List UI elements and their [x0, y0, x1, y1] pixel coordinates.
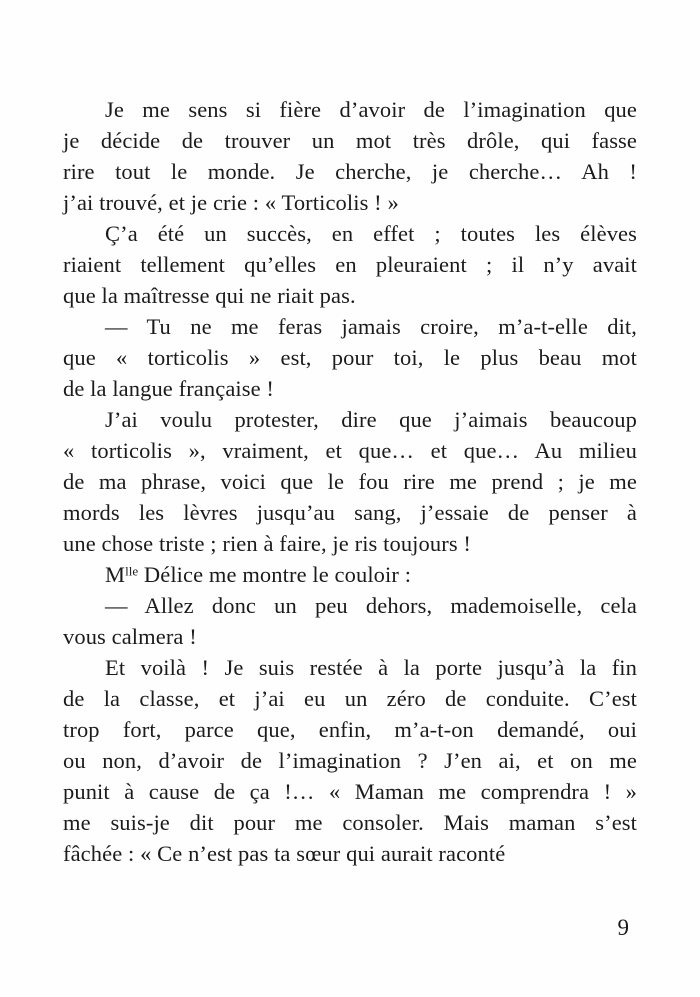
text-line: vous calmera ! — [63, 624, 197, 649]
text-line: J’ai voulu protester, dire que j’aimais beaucoup — [105, 407, 637, 432]
paragraph — [63, 590, 637, 652]
text-segment: Délice me montre le couloir : — [138, 562, 412, 587]
text-line: que la maîtresse qui ne riait pas. — [63, 283, 356, 308]
text-segment: M — [105, 562, 126, 587]
text-line: de ma phrase, voici que le fou rire me prend ; je me — [63, 469, 637, 494]
superscript-abbreviation: lle — [125, 563, 139, 579]
text-line — [63, 559, 637, 590]
paragraph — [63, 559, 637, 590]
text-line: Ç’a été un succès, en effet ; toutes les élèves — [105, 221, 637, 246]
text-line: une chose triste ; rien à faire, je ris toujours ! — [63, 531, 471, 556]
text-line: Je me sens si fière d’avoir de l’imagination que — [105, 97, 637, 122]
text-line: me suis-je dit pour me consoler. Mais maman s’est — [63, 810, 637, 835]
body-text — [63, 94, 637, 869]
text-line: trop fort, parce que, enfin, m’a-t-on demandé, oui — [63, 717, 637, 742]
text-line: — Allez donc un peu dehors, mademoiselle, cela — [105, 593, 637, 618]
paragraph — [63, 404, 637, 559]
paragraph — [63, 311, 637, 404]
text-line: ou non, d’avoir de l’imagination ? J’en ai, et on me — [63, 748, 637, 773]
text-line: — Tu ne me feras jamais croire, m’a-t-elle dit, — [105, 314, 637, 339]
paragraph — [63, 652, 637, 869]
text-line: que « torticolis » est, pour toi, le plus beau mot — [63, 345, 637, 370]
text-line: riaient tellement qu’elles en pleuraient ; il n’y avait — [63, 252, 637, 277]
text-line: fâchée : « Ce n’est pas ta sœur qui aurait raconté — [63, 841, 506, 866]
text-line: rire tout le monde. Je cherche, je cherche… Ah ! — [63, 159, 637, 184]
text-line: de la langue française ! — [63, 376, 275, 401]
paragraph — [63, 218, 637, 311]
text-line: de la classe, et j’ai eu un zéro de conduite. C’est — [63, 686, 637, 711]
text-line: « torticolis », vraiment, et que… et que… Au milieu — [63, 438, 637, 463]
text-line: je décide de trouver un mot très drôle, qui fasse — [63, 128, 637, 153]
text-line: j’ai trouvé, et je crie : « Torticolis ! » — [63, 190, 399, 215]
paragraph — [63, 94, 637, 218]
text-line: mords les lèvres jusqu’au sang, j’essaie de penser à — [63, 500, 637, 525]
page-number: 9 — [617, 915, 629, 940]
text-line: punit à cause de ça !… « Maman me comprendra ! » — [63, 779, 637, 804]
text-line: Et voilà ! Je suis restée à la porte jusqu’à la fin — [105, 655, 637, 680]
